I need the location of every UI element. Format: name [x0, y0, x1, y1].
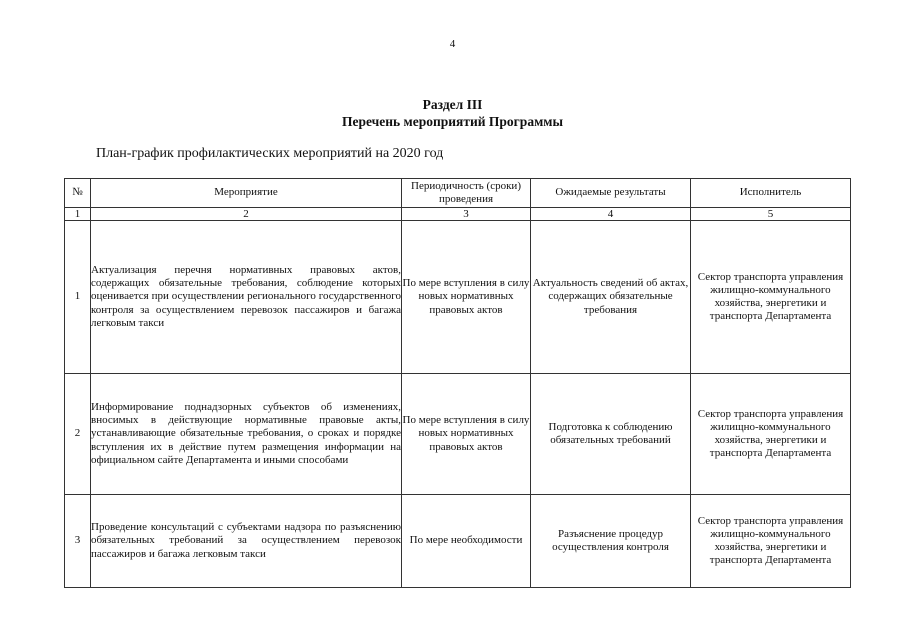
plan-title: План-график профилактических мероприятий на 2020 год — [96, 146, 444, 161]
row-executor: Сектор транспорта управления жилищно-коммунального хозяйства, энергетики и транспорта Департамента — [691, 495, 851, 588]
section-number: Раздел III — [422, 97, 483, 112]
row-number: 1 — [65, 221, 91, 374]
row-result: Подготовка к соблюдению обязательных требований — [531, 374, 691, 495]
column-number: 5 — [691, 208, 851, 221]
header-executor: Исполнитель — [691, 179, 851, 208]
table-row — [65, 495, 851, 588]
header-num: № — [65, 179, 91, 208]
row-number: 2 — [65, 374, 91, 495]
row-event: Актуализация перечня нормативных правовых актов, содержащих обязательные требования, соблюдение которых оценивается при осуществлении регионального государственного контроля за осуществлением перевозок пассажиров и багажа легковым такси — [91, 221, 402, 374]
column-number: 2 — [91, 208, 402, 221]
row-result: Актуальность сведений об актах, содержащих обязательные требования — [531, 221, 691, 374]
header-result: Ожидаемые результаты — [531, 179, 691, 208]
row-period: По мере необходимости — [402, 495, 531, 588]
row-number: 3 — [65, 495, 91, 588]
row-executor: Сектор транспорта управления жилищно-коммунального хозяйства, энергетики и транспорта Департамента — [691, 374, 851, 495]
row-period: По мере вступления в силу новых нормативных правовых актов — [402, 221, 531, 374]
section-name: Перечень мероприятий Программы — [341, 114, 563, 129]
column-number: 3 — [402, 208, 531, 221]
table-header-row — [65, 179, 851, 208]
section-heading — [0, 96, 905, 130]
table-row — [65, 221, 851, 374]
column-number-row — [65, 208, 851, 221]
column-number: 1 — [65, 208, 91, 221]
row-executor: Сектор транспорта управления жилищно-коммунального хозяйства, энергетики и транспорта Департамента — [691, 221, 851, 374]
plan-table — [64, 178, 851, 588]
row-result: Разъяснение процедур осуществления контроля — [531, 495, 691, 588]
row-period: По мере вступления в силу новых нормативных правовых актов — [402, 374, 531, 495]
page-number: 4 — [449, 38, 456, 50]
row-event: Проведение консультаций с субъектами надзора по разъяснению обязательных требований за осуществлением перевозок пассажиров и багажа легковым такси — [91, 495, 402, 588]
table-row — [65, 374, 851, 495]
header-event: Мероприятие — [91, 179, 402, 208]
header-period: Периодичность (сроки) проведения — [402, 179, 531, 208]
column-number: 4 — [531, 208, 691, 221]
row-event: Информирование поднадзорных субъектов об изменениях, вносимых в действующие нормативные правовые акты, устанавливающие обязательные требования, о сроках и порядке вступления их в действие путем размещения информации на официальном сайте Департамента и иными способами — [91, 374, 402, 495]
